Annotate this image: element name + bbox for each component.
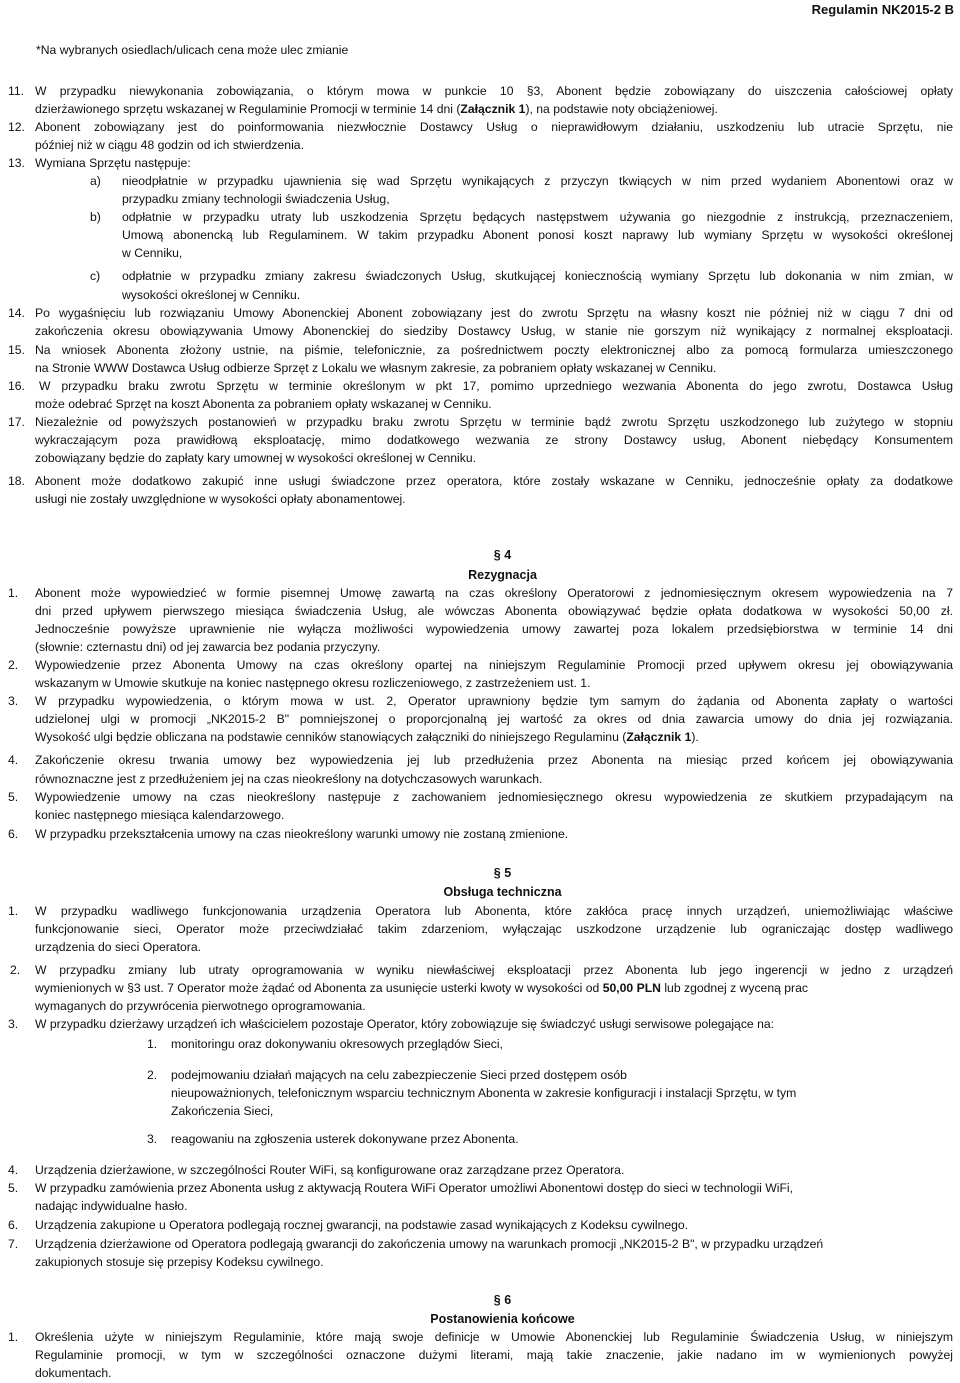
- item-number: 18.: [8, 474, 25, 488]
- item-number: 13.: [8, 156, 25, 170]
- paragraph-line: nieupoważnionych, telefonicznym wsparciu technicznym Abonenta w zakresie konfiguracji i instalacji Sprzętu, w tym: [171, 1086, 797, 1100]
- item-number: 5.: [8, 1181, 19, 1195]
- sub-item-label: c): [90, 269, 101, 283]
- attachment-ref: Załącznik 1: [626, 730, 692, 744]
- paragraph-line: dni przed upływem pierwszego miesiąca świadczenia Usług, ale wówczas Abonenta obowiązywać będzie opłata dodatkowa w wysokości 50,00 zł.: [35, 604, 953, 618]
- paragraph-line: na Stronie WWW Dostawca Usług odbierze Sprzęt z Lokalu we własnym zakresie, za pobraniem opłaty wskazanej w Cenniku.: [35, 361, 717, 375]
- paragraph-line: zobowiązany będzie do zapłaty kary umownej w wysokości określonej w Cenniku.: [35, 451, 476, 465]
- paragraph-line: Urządzenia dzierżawione od Operatora podlegają gwarancji do zakończenia umowy na warunkach promocji „NK2015-2 B", w przypadku urządzeń: [35, 1237, 824, 1251]
- item-number: 4.: [8, 1163, 19, 1177]
- paragraph-line: Jednocześnie powyższe uprawnienie nie wyłącza możliwości wypowiedzenia umowy zawartej poza lokalem przedsiębiorstwa w terminie 14 dni: [35, 622, 953, 636]
- section-number: § 6: [493, 1293, 512, 1307]
- paragraph-line: Abonent może wypowiedzieć w formie pisemnej Umowę zawartą na czas określony Operatorowi z jednomiesięcznym okresem wypowiedzenia na 7: [35, 586, 953, 600]
- paragraph-line: w Cenniku,: [122, 246, 183, 260]
- item-number: 3.: [8, 1017, 19, 1031]
- item-number: 2.: [8, 658, 19, 672]
- sub-item-label: a): [90, 174, 101, 188]
- item-number: 1.: [8, 904, 19, 918]
- paragraph-line: Zakończenia Sieci,: [171, 1104, 274, 1118]
- paragraph-line: przypadku zmiany technologii świadczenia Usług,: [122, 192, 390, 206]
- item-number: 3.: [8, 694, 19, 708]
- item-number: 15.: [8, 343, 25, 357]
- section-number: § 4: [493, 548, 512, 562]
- paragraph-line: odpłatnie w przypadku utraty lub uszkodzenia Sprzętu będących następstwem używania go niezgodnie z instrukcją, przeznaczeniem,: [122, 210, 953, 224]
- paragraph-line: W przypadku zamówienia przez Abonenta usług z aktywacją Routera WiFi Operator umożliwi Abonentowi dostęp do sieci w technologii WiFi,: [35, 1181, 794, 1195]
- paragraph-line: zakupionych stosuje się przepisy Kodeksu cywilnego.: [35, 1255, 324, 1269]
- paragraph-line: wskazanym w Umowie skutkuje na koniec następnego okresu rozliczeniowego, z zastrzeżeniem ust. 1.: [35, 676, 591, 690]
- paragraph-line: podejmowaniu działań mających na celu zabezpieczenie Sieci przed dostępem osób: [171, 1068, 627, 1082]
- item-number: 17.: [8, 415, 25, 429]
- item-number: 16.: [8, 379, 25, 393]
- section-title: Rezygnacja: [468, 568, 537, 582]
- section-title: Obsługa techniczna: [443, 885, 562, 899]
- paragraph-line: monitoringu oraz dokonywaniu okresowych przeglądów Sieci,: [171, 1037, 503, 1051]
- item-number: 4.: [8, 753, 19, 767]
- sub-item-label: b): [90, 210, 101, 224]
- paragraph-line: nieodpłatnie w przypadku ujawnienia się wad Sprzętu wynikających z przyczyn tkwiących w nim przed wydaniem Abonentowi oraz w: [122, 174, 953, 188]
- paragraph-line: (słownie: czternastu dni) od jej zawarcia bez podania przyczyny.: [35, 640, 381, 654]
- paragraph-line: Zakończenie okresu trwania umowy bez wypowiedzenia jej lub przedłużenia przez Abonenta na miesiąc przed końcem jej obowiązywania: [35, 753, 953, 767]
- paragraph-line: dokumentach.: [35, 1366, 112, 1380]
- paragraph-line: Wypowiedzenie umowy na czas nieokreślony następuje z zachowaniem jednomiesięcznego okresu wypowiedzenia ze skutkiem przypadającym na: [35, 790, 953, 804]
- paragraph-line: równoznaczne jest z przedłużeniem jej na czas nieokreślony na dotychczasowych warunkach.: [35, 772, 543, 786]
- paragraph-line: W przypadku braku zwrotu Sprzętu w terminie określonym w pkt 17, pomimo uprzedniego wezwania Abonenta do jego zwrotu, Dostawca Usług: [39, 379, 953, 393]
- paragraph-line: usługi nie zostały uwzględnione w wysokości opłaty abonamentowej.: [35, 492, 406, 506]
- paragraph-line: wymienionych w §3 ust. 7 Operator może żądać od Abonenta za usunięcie usterki kwoty w wysokości od 50,00 PLN lub zgodnej z wyceną prac: [35, 981, 808, 995]
- section-title: Postanowienia końcowe: [430, 1312, 575, 1326]
- item-number: 1.: [8, 1330, 19, 1344]
- paragraph-line: może odebrać Sprzęt na koszt Abonenta za pobraniem opłaty wskazanej w Cenniku.: [35, 397, 492, 411]
- paragraph-line: urządzenia do sieci Operatora.: [35, 940, 201, 954]
- paragraph-line: W przypadku wypowiedzenia, o którym mowa w ust. 2, Operator uprawniony będzie tym samym do żądania od Abonenta zapłaty o wartości: [35, 694, 953, 708]
- item-number: 5.: [8, 790, 19, 804]
- paragraph-line: W przypadku wadliwego funkcjonowania urządzenia Operatora lub Abonenta, które zakłóca pracę innych urządzeń, uniemożliwiając właściwe: [35, 904, 953, 918]
- paragraph-line: Regulaminie promocji, w tym w szczególności oznaczone dużymi literami, mają takie znaczenie, jakie nadano im w wymienionych powyżej: [35, 1348, 953, 1362]
- paragraph-line: Na wniosek Abonenta złożony ustnie, na piśmie, telefonicznie, za pośrednictwem poczty elektronicznej albo za pomocą formularza umieszczonego: [35, 343, 953, 357]
- sub-item-number: 3.: [147, 1132, 158, 1146]
- paragraph-line: funkcjonowanie sieci, Operator może przeciwdziałać takim zdarzeniom, wyłączając uszkodzone urządzenie lub ograniczając dostęp wadliwego: [35, 922, 953, 936]
- price-amount: 50,00 PLN: [602, 981, 661, 995]
- paragraph-line: reagowaniu na zgłoszenia usterek dokonywane przez Abonenta.: [171, 1132, 519, 1146]
- paragraph-line: Wysokość ulgi będzie obliczana na podstawie cenników stanowiących załączniki do niniejszego Regulaminu (Załącznik 1).: [35, 730, 699, 744]
- paragraph-line: Wypowiedzenie przez Abonenta Umowy na czas określony opartej na niniejszym Regulaminie Promocji przed upływem okresu jej obowiązywania: [35, 658, 953, 672]
- paragraph-line: koniec następnego miesiąca kalendarzowego.: [35, 808, 285, 822]
- document-header: Regulamin NK2015-2 B: [811, 2, 954, 17]
- item-number: 2.: [10, 963, 21, 977]
- paragraph-line: udzielonej ulgi w promocji „NK2015-2 B" pomniejszonej o proporcjonalną jej wartość za okres od dnia zawarcia umowy do dnia jej rozwiązania.: [35, 712, 953, 726]
- paragraph-line: Po wygaśnięciu lub rozwiązaniu Umowy Abonenckiej Abonent zobowiązany jest do zwrotu Sprzętu na własny koszt nie później niż w ciągu 7 dni od: [35, 306, 953, 320]
- attachment-ref: Załącznik 1: [460, 102, 526, 116]
- paragraph-line: nadając indywidualne hasło.: [35, 1199, 188, 1213]
- paragraph-line: W przypadku przekształcenia umowy na czas nieokreślony warunki umowy nie zostaną zmienione.: [35, 827, 569, 841]
- sub-item-number: 1.: [147, 1037, 158, 1051]
- paragraph-line: Urządzenia zakupione u Operatora podlegają rocznej gwarancji, na podstawie zasad wynikających z Kodeksu cywilnego.: [35, 1218, 689, 1232]
- paragraph-line: wysokości określonej w Cenniku.: [122, 288, 301, 302]
- sub-item-number: 2.: [147, 1068, 158, 1082]
- paragraph-line: Niezależnie od powyższych postanowień w przypadku braku zwrotu Sprzętu w terminie bądź zwrotu Sprzętu uszkodzonego lub zużytego w stopniu: [35, 415, 953, 429]
- item-number: 12.: [8, 120, 25, 134]
- paragraph-line: później niż w ciągu 48 godzin od ich stwierdzenia.: [35, 138, 304, 152]
- paragraph-line: wykraczającym poza prawidłową eksploatację, mimo dodatkowego wezwania ze strony Dostawcy usług, Abonent niebędący Konsumentem: [35, 433, 953, 447]
- item-number: 6.: [8, 1218, 19, 1232]
- paragraph-line: W przypadku dzierżawy urządzeń ich właścicielem pozostaje Operator, który zobowiązuje się świadczyć usługi serwisowe polegające na:: [35, 1017, 775, 1031]
- paragraph-line: Abonent może dodatkowo zakupić inne usługi świadczone przez operatora, które zostały wskazane w Cenniku, jednocześnie opłaty za dodatkowe: [35, 474, 953, 488]
- paragraph-line: Umową abonencką lub Regulaminem. W takim przypadku Abonent ponosi koszt naprawy lub wymiany Sprzętu w wysokości określonej: [122, 228, 953, 242]
- section-number: § 5: [493, 866, 512, 880]
- price-note: *Na wybranych osiedlach/ulicach cena może ulec zmianie: [36, 43, 349, 57]
- paragraph-line: W przypadku niewykonania zobowiązania, o którym mowa w punkcie 10 §3, Abonent będzie zobowiązany do uiszczenia całościowej opłaty: [35, 84, 953, 98]
- paragraph-line: Urządzenia dzierżawione, w szczególności Router WiFi, są konfigurowane oraz zarządzane przez Operatora.: [35, 1163, 625, 1177]
- paragraph-line: odpłatnie w przypadku zmiany zakresu świadczonych Usług, skutkującej koniecznością wymiany Sprzętu lub dokonania w nim zmian, w: [122, 269, 953, 283]
- item-number: 6.: [8, 827, 19, 841]
- paragraph-line: W przypadku zmiany lub utraty oprogramowania w wyniku niewłaściwej eksploatacji przez Abonenta lub jego ingerencji w jedno z urządzeń: [35, 963, 953, 977]
- paragraph-line: Określenia użyte w niniejszym Regulaminie, które mają swoje definicje w Umowie Abonenckiej lub Regulaminie Świadczenia Usług, w niniejszym: [35, 1330, 953, 1344]
- item-number: 1.: [8, 586, 19, 600]
- item-number: 11.: [8, 84, 25, 98]
- paragraph-line: Wymiana Sprzętu następuje:: [35, 156, 191, 170]
- paragraph-line: zakończenia okresu obowiązywania Umowy Abonenckiej do siedziby Dostawcy Usług, w stanie nie gorszym niż wynikający z normalnej eksploatacji.: [35, 324, 953, 338]
- paragraph-line: wymaganych do przywrócenia pierwotnego oprogramowania.: [35, 999, 366, 1013]
- item-number: 14.: [8, 306, 25, 320]
- item-number: 7.: [8, 1237, 19, 1251]
- paragraph-line: dzierżawionego sprzętu wskazanej w Regulaminie Promocji w terminie 14 dni (Załącznik 1), na podstawie noty obciążeniowej.: [35, 102, 718, 116]
- paragraph-line: Abonent zobowiązany jest do poinformowania niezwłocznie Dostawcy Usług o nieprawidłowym działaniu, uszkodzeniu lub utracie Sprzętu, nie: [35, 120, 953, 134]
